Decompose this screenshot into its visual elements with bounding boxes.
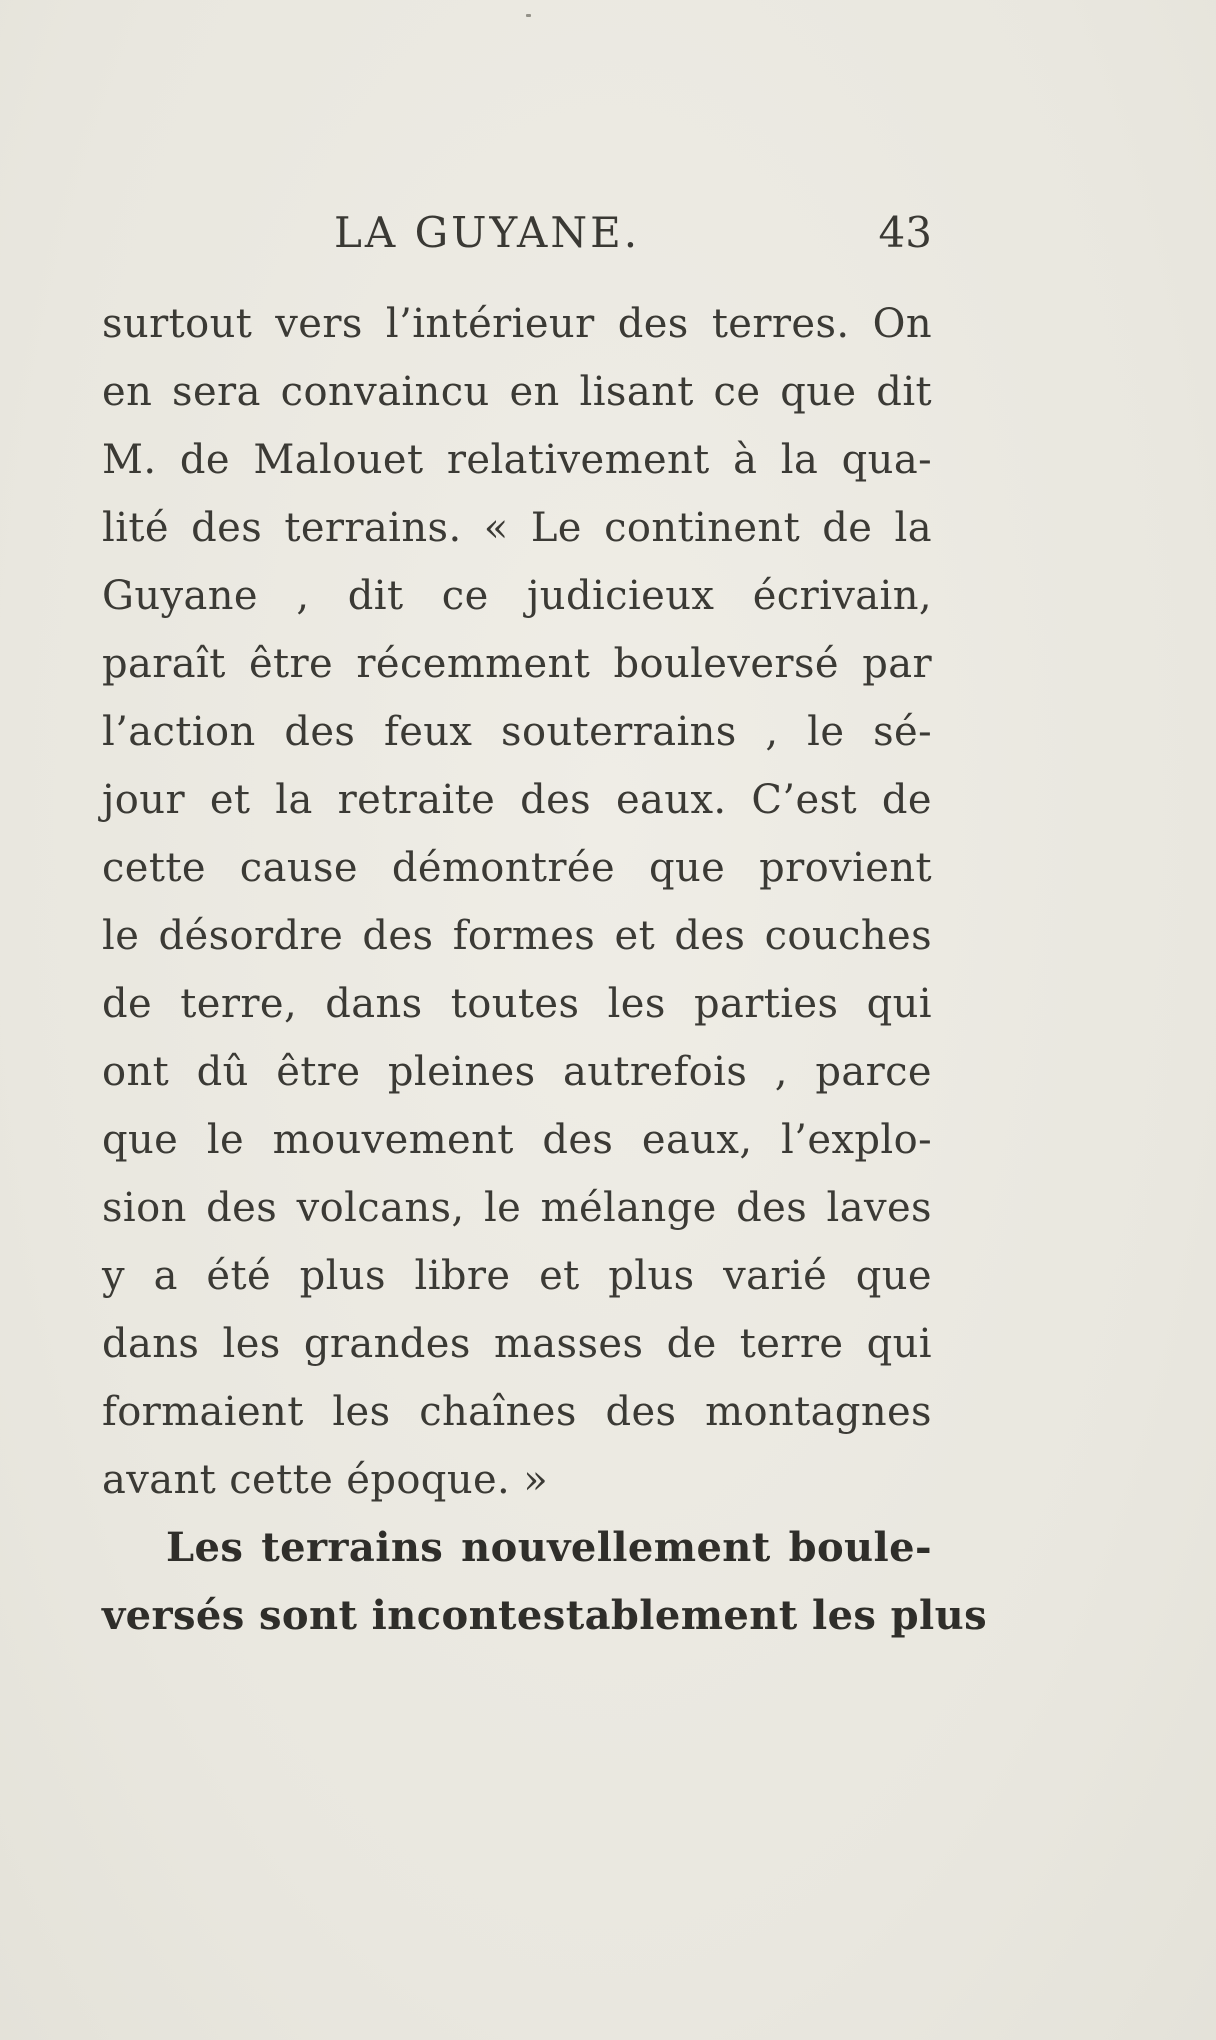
text-line: cette cause démontrée que provient [102,845,932,891]
text-line: ont dû être pleines autrefois , parce [102,1049,932,1095]
page-number: 43 [878,208,932,257]
text-line: de terre, dans toutes les parties qui [102,981,932,1027]
text-line: jour et la retraite des eaux. C’est de [102,777,932,823]
text-line: Guyane , dit ce judicieux écrivain, [102,573,932,619]
text-line: paraît être récemment bouleversé par [102,641,932,687]
text-line: l’action des feux souterrains , le sé- [102,709,932,755]
text-line: M. de Malouet relativement à la qua- [102,437,932,483]
ink-fleck [526,14,531,17]
running-title: LA GUYANE. [334,208,641,257]
text-line: surtout vers l’intérieur des terres. On [102,301,932,347]
text-line: formaient les chaînes des montagnes [102,1389,932,1435]
text-line: sion des volcans, le mélange des laves [102,1185,932,1231]
paragraph-first-line: Les terrains nouvellement boule- [166,1524,932,1571]
text-line: que le mouvement des eaux, l’explo- [102,1117,932,1163]
text-line: dans les grandes masses de terre qui [102,1321,932,1367]
text-line: versés sont incontestablement les plus [102,1592,988,1639]
text-line: y a été plus libre et plus varié que [102,1253,932,1299]
page-header [102,208,932,268]
text-line: en sera convaincu en lisant ce que dit [102,369,932,415]
text-line: lité des terrains. « Le continent de la [102,505,932,551]
text-line: le désordre des formes et des couches [102,913,932,959]
text-line: avant cette époque. » [102,1457,549,1503]
body-text [102,290,988,1650]
